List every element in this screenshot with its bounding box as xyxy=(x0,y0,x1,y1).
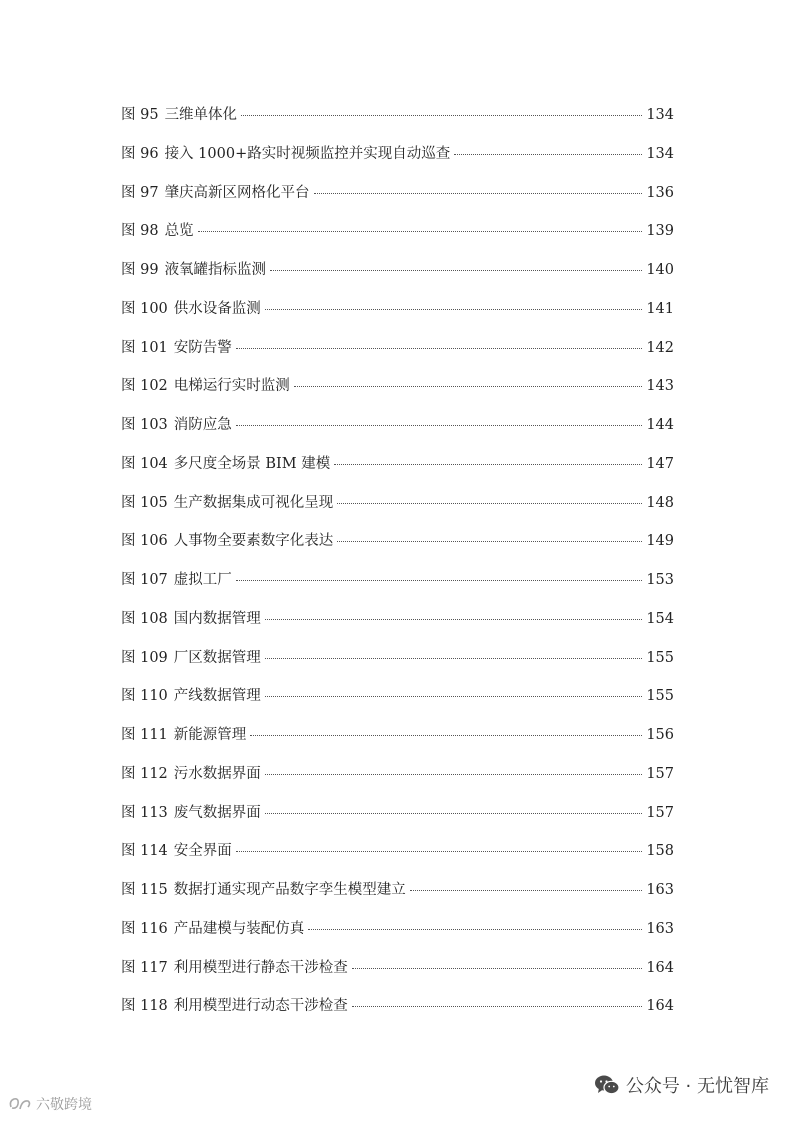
toc-entry-page: 164 xyxy=(646,998,674,1015)
toc-entry-title: 安全界面 xyxy=(173,843,232,860)
toc-entry-label xyxy=(121,919,304,939)
toc-entry-number: 图 96 xyxy=(121,145,159,162)
toc-entry-label xyxy=(121,764,261,784)
toc-entry-number: 图 106 xyxy=(121,533,168,550)
toc-entry-page: 155 xyxy=(646,688,674,705)
toc-entry-title: 安防告警 xyxy=(173,339,232,356)
toc-entry-number: 图 115 xyxy=(121,882,168,898)
dot-leader xyxy=(308,929,642,930)
dot-leader xyxy=(337,503,642,504)
toc-entry-page: 157 xyxy=(646,765,674,782)
toc-entry-title: 产线数据管理 xyxy=(173,688,261,705)
toc-entry-page: 156 xyxy=(646,727,674,743)
toc-entry-number: 图 111 xyxy=(121,727,168,743)
dot-leader xyxy=(352,968,643,969)
toc-entry-label xyxy=(121,570,232,590)
dot-leader xyxy=(236,580,643,581)
toc-entry-label xyxy=(121,609,261,629)
dot-leader xyxy=(265,813,643,814)
toc-entry-label xyxy=(121,105,237,125)
toc-entry[interactable] xyxy=(121,958,674,997)
toc-entry[interactable] xyxy=(121,725,674,764)
toc-entry-number: 图 117 xyxy=(121,959,168,976)
toc-entry-number: 图 101 xyxy=(121,339,168,356)
toc-entry[interactable] xyxy=(121,609,674,648)
toc-entry-page: 134 xyxy=(646,145,674,162)
toc-entry-number: 图 113 xyxy=(121,804,168,821)
toc-entry-page: 144 xyxy=(646,417,674,433)
toc-entry-number: 图 116 xyxy=(121,920,168,937)
toc-entry-page: 143 xyxy=(646,378,674,395)
toc-entry-title: 肇庆高新区网格化平台 xyxy=(164,184,310,201)
toc-entry-label xyxy=(121,686,261,706)
dot-leader xyxy=(236,851,643,852)
toc-entry-title: 生产数据集成可视化呈现 xyxy=(173,494,334,511)
toc-entry-label xyxy=(121,958,348,978)
toc-entry[interactable] xyxy=(121,454,674,493)
toc-entry-label xyxy=(121,493,333,513)
dot-leader xyxy=(294,386,643,387)
toc-entry[interactable] xyxy=(121,144,674,183)
dot-leader xyxy=(337,541,642,542)
toc-entry[interactable] xyxy=(121,376,674,415)
dot-leader xyxy=(265,696,643,697)
toc-entry-title: 废气数据界面 xyxy=(173,804,261,821)
toc-entry-number: 图 108 xyxy=(121,610,168,627)
toc-entry-number: 图 99 xyxy=(121,262,159,278)
toc-entry[interactable] xyxy=(121,880,674,919)
toc-entry-label xyxy=(121,376,290,396)
toc-entry-page: 163 xyxy=(646,920,674,937)
toc-entry[interactable] xyxy=(121,221,674,260)
toc-entry-title: 国内数据管理 xyxy=(173,610,261,627)
toc-entry[interactable] xyxy=(121,531,674,570)
toc-entry[interactable] xyxy=(121,260,674,299)
toc-entry-title: 新能源管理 xyxy=(173,727,247,743)
dot-leader xyxy=(265,774,643,775)
toc-entry-label xyxy=(121,260,266,280)
toc-entry[interactable] xyxy=(121,105,674,144)
toc-entry-title: 厂区数据管理 xyxy=(173,649,261,666)
toc-entry-title: 电梯运行实时监测 xyxy=(173,378,290,395)
brand-logo-icon xyxy=(8,1095,32,1113)
toc-entry-title: 利用模型进行静态干涉检查 xyxy=(173,959,348,976)
dot-leader xyxy=(334,464,642,465)
dot-leader xyxy=(236,425,643,426)
toc-entry-label xyxy=(121,415,232,435)
toc-entry-number: 图 112 xyxy=(121,765,168,782)
toc-entry-label xyxy=(121,803,261,823)
dot-leader xyxy=(236,348,643,349)
toc-entry-number: 图 118 xyxy=(121,998,168,1015)
corner-watermark-text: 六敬跨境 xyxy=(36,1097,92,1113)
corner-watermark xyxy=(8,1094,92,1114)
figure-list xyxy=(121,105,674,1035)
toc-entry-label xyxy=(121,996,348,1016)
toc-entry-label xyxy=(121,338,232,358)
toc-entry-title: 产品建模与装配仿真 xyxy=(173,920,305,937)
toc-entry[interactable] xyxy=(121,183,674,222)
toc-entry-label xyxy=(121,841,232,861)
toc-entry-label xyxy=(121,648,261,668)
toc-entry-number: 图 107 xyxy=(121,572,168,588)
wechat-icon xyxy=(594,1074,620,1096)
toc-entry-title: 多尺度全场景 BIM 建模 xyxy=(173,455,331,472)
toc-entry-title: 消防应急 xyxy=(173,417,232,433)
toc-entry-number: 图 95 xyxy=(121,107,159,123)
toc-entry-number: 图 104 xyxy=(121,455,168,472)
toc-entry[interactable] xyxy=(121,996,674,1035)
toc-entry[interactable] xyxy=(121,415,674,454)
toc-entry-number: 图 105 xyxy=(121,494,168,511)
toc-entry-page: 153 xyxy=(646,572,674,588)
toc-entry-label xyxy=(121,880,406,900)
toc-entry-title: 利用模型进行动态干涉检查 xyxy=(173,998,348,1015)
toc-entry-page: 139 xyxy=(646,223,674,240)
toc-entry[interactable] xyxy=(121,764,674,803)
toc-entry-page: 154 xyxy=(646,610,674,627)
toc-entry-label xyxy=(121,454,330,474)
toc-entry-label xyxy=(121,221,194,241)
toc-entry-number: 图 98 xyxy=(121,223,159,240)
toc-entry[interactable] xyxy=(121,570,674,609)
toc-entry-number: 图 114 xyxy=(121,843,168,860)
dot-leader xyxy=(270,270,642,271)
toc-entry-page: 155 xyxy=(646,649,674,666)
toc-entry-number: 图 97 xyxy=(121,184,159,201)
toc-entry[interactable] xyxy=(121,803,674,842)
dot-leader xyxy=(314,193,643,194)
dot-leader xyxy=(198,231,643,232)
watermark-text: 公众号 · 无忧智库 xyxy=(625,1076,769,1097)
toc-entry-label xyxy=(121,183,310,203)
toc-entry-label xyxy=(121,144,450,164)
dot-leader xyxy=(241,115,642,116)
toc-entry-page: 157 xyxy=(646,804,674,821)
dot-leader xyxy=(250,735,642,736)
wechat-watermark xyxy=(594,1072,769,1098)
toc-entry-label xyxy=(121,299,261,319)
toc-entry-page: 147 xyxy=(646,455,674,472)
toc-entry-page: 149 xyxy=(646,533,674,550)
toc-entry-page: 141 xyxy=(646,300,674,317)
toc-entry-title: 接入 1000+路实时视频监控并实现自动巡查 xyxy=(164,145,451,162)
toc-entry[interactable] xyxy=(121,841,674,880)
dot-leader xyxy=(265,658,643,659)
toc-entry-title: 供水设备监测 xyxy=(173,300,261,317)
toc-entry-page: 136 xyxy=(646,184,674,201)
dot-leader xyxy=(410,890,643,891)
toc-entry-number: 图 100 xyxy=(121,300,168,317)
toc-entry-title: 三维单体化 xyxy=(164,107,238,123)
toc-entry-page: 142 xyxy=(646,339,674,356)
toc-entry-number: 图 109 xyxy=(121,649,168,666)
toc-entry-title: 数据打通实现产品数字孪生模型建立 xyxy=(173,882,406,898)
toc-entry-page: 140 xyxy=(646,262,674,278)
toc-entry-title: 总览 xyxy=(164,223,194,240)
toc-entry-page: 158 xyxy=(646,843,674,860)
toc-entry[interactable] xyxy=(121,648,674,687)
toc-entry-number: 图 103 xyxy=(121,417,168,433)
toc-entry-label xyxy=(121,725,246,745)
dot-leader xyxy=(352,1006,643,1007)
toc-entry-page: 164 xyxy=(646,959,674,976)
toc-entry-title: 污水数据界面 xyxy=(173,765,261,782)
toc-entry-number: 图 110 xyxy=(121,688,168,705)
toc-entry[interactable] xyxy=(121,919,674,958)
dot-leader xyxy=(454,154,642,155)
toc-entry-title: 人事物全要素数字化表达 xyxy=(173,533,334,550)
toc-entry[interactable] xyxy=(121,686,674,725)
toc-entry[interactable] xyxy=(121,299,674,338)
toc-entry-page: 134 xyxy=(646,107,674,123)
toc-entry-page: 148 xyxy=(646,494,674,511)
toc-entry[interactable] xyxy=(121,338,674,377)
toc-entry-number: 图 102 xyxy=(121,378,168,395)
dot-leader xyxy=(265,309,643,310)
toc-entry-title: 虚拟工厂 xyxy=(173,572,232,588)
toc-entry[interactable] xyxy=(121,493,674,532)
toc-entry-title: 液氧罐指标监测 xyxy=(164,262,267,278)
toc-entry-page: 163 xyxy=(646,882,674,898)
dot-leader xyxy=(265,619,643,620)
toc-entry-label xyxy=(121,531,333,551)
